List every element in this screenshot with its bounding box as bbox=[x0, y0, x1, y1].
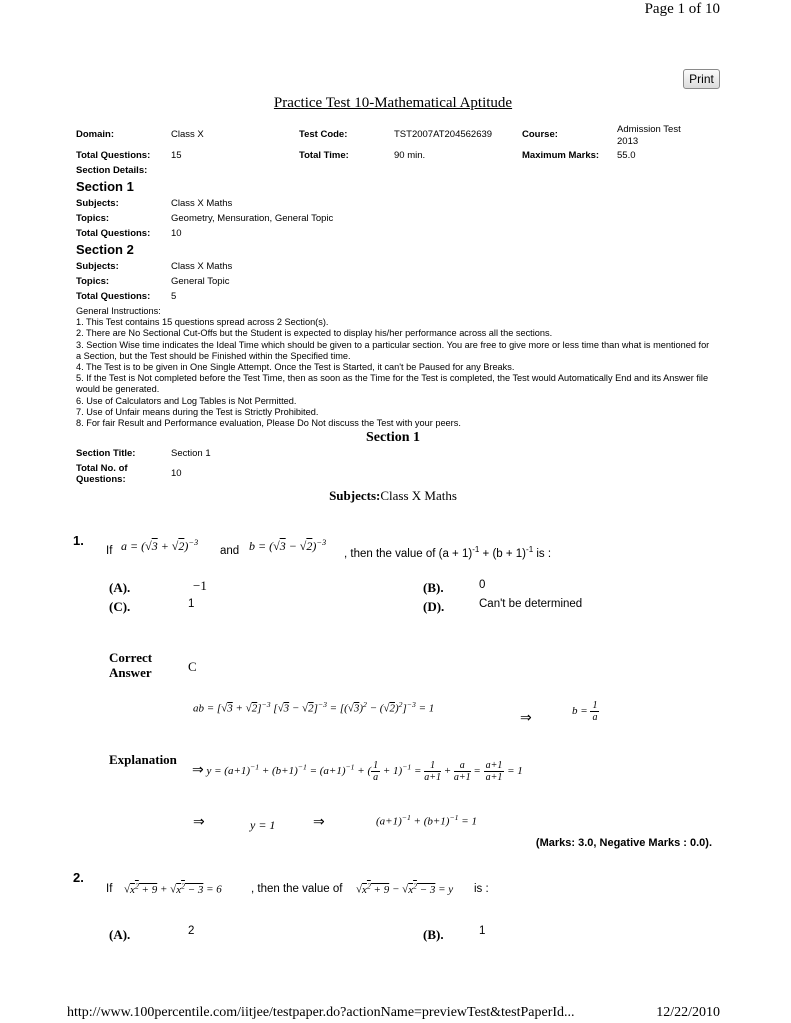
q1-option-b-value[interactable]: 0 bbox=[479, 579, 486, 591]
question-2-expression: $√x^2 + 9 - √x^2 - 3 = y$ bbox=[356, 881, 454, 896]
q1-option-c-value[interactable]: 1 bbox=[188, 598, 195, 610]
question-1-then-text: , then the value of $(a + 1)^{-1} + (b + 1)^{-1}$ is : bbox=[344, 545, 552, 560]
instruction-line: 5. If the Test is Not completed before the Test Time, then as soon as the Time for the Test is completed, the Test would Automatically End and its Answer file would be generated. bbox=[76, 373, 709, 395]
total-time-value: 90 min. bbox=[394, 150, 426, 161]
explanation-formula-y: ⇒ $y = (a+1)^{-1} + (b+1)^{-1} = (a+1)^{-1}$ + ( $\frac{1}{a}$ + 1)$^{-1}$ = $\frac{1}{a+1}$ + $\frac{a}{a+1}$ = $\frac{a+1}{a+1}$ = 1 bbox=[192, 760, 523, 783]
section-1-subjects-label: Subjects: bbox=[76, 198, 119, 209]
section-2-topics-label: Topics: bbox=[76, 276, 110, 287]
question-1-equation-a: $a = (√3 + √2)^{-3}$ bbox=[121, 538, 199, 553]
max-marks-label: Maximum Marks: bbox=[522, 150, 600, 161]
section-1-subjects-value: Class X Maths bbox=[171, 198, 233, 209]
question-1-number: 1. bbox=[73, 533, 84, 548]
test-code-value: TST2007AT204562639 bbox=[394, 129, 493, 140]
q1-option-c-label: (C). bbox=[109, 599, 131, 614]
total-questions-label: Total Questions: bbox=[76, 150, 151, 161]
section-1-total-questions-label: Total Questions: bbox=[76, 228, 151, 239]
domain-label: Domain: bbox=[76, 129, 114, 140]
section-2-total-questions-value: 5 bbox=[171, 291, 177, 302]
q2-option-a-value[interactable]: 2 bbox=[188, 925, 195, 937]
section-1-total-questions-value: 10 bbox=[171, 228, 182, 239]
section-1-topics-label: Topics: bbox=[76, 213, 110, 224]
total-time-label: Total Time: bbox=[299, 150, 349, 161]
instruction-line: 7. Use of Unfair means during the Test is Strictly Prohibited. bbox=[76, 406, 319, 417]
explanation-label: Explanation bbox=[109, 752, 177, 767]
section-title-value: Section 1 bbox=[171, 448, 211, 459]
q1-option-a-label: (A). bbox=[109, 580, 131, 595]
correct-answer-value: C bbox=[188, 659, 197, 674]
general-instructions bbox=[76, 306, 716, 429]
section-2-total-questions-label: Total Questions: bbox=[76, 291, 151, 302]
course-label: Course: bbox=[522, 129, 558, 140]
section-1-title-heading: Section 1 bbox=[365, 430, 421, 445]
course-value-line2: 2013 bbox=[617, 136, 639, 147]
implies-arrow: ⇒ bbox=[520, 711, 532, 726]
total-questions-value: 15 bbox=[171, 150, 182, 161]
explanation-y-equals: y = 1 bbox=[250, 818, 276, 832]
instruction-line: 3. Section Wise time indicates the Ideal Time which should be given to a particular section. You are free to give more or less time than what is mentioned for a Section, but the Test should be Finished within the Specified time. bbox=[76, 339, 710, 361]
instruction-line: 6. Use of Calculators and Log Tables is Not Permitted. bbox=[76, 395, 297, 406]
footer-url[interactable]: http://www.100percentile.com/iitjee/testpaper.do?actionName=previewTest&testPaperId... bbox=[67, 1005, 575, 1020]
section-details-label: Section Details: bbox=[76, 165, 148, 176]
course-value-line1: Admission Test bbox=[617, 124, 681, 135]
max-marks-value: 55.0 bbox=[617, 150, 636, 161]
section-2-subjects-value: Class X Maths bbox=[171, 261, 233, 272]
domain-value: Class X bbox=[171, 129, 204, 140]
q1-option-a-value[interactable]: −1 bbox=[193, 578, 207, 593]
q1-marks: (Marks: 3.0, Negative Marks : 0.0). bbox=[535, 837, 712, 849]
question-2-equation: $√x^2 + 9 + √x^2 - 3 = 6$ bbox=[124, 881, 222, 896]
implies-arrow: ⇒ bbox=[313, 815, 325, 830]
subjects-heading: Subjects:Class X Maths bbox=[329, 488, 457, 503]
section-title-label: Section Title: bbox=[76, 448, 136, 459]
print-button[interactable]: Print bbox=[683, 69, 720, 89]
page-number: Page 1 of 10 bbox=[644, 1, 720, 17]
instruction-line: 1. This Test contains 15 questions spread across 2 Section(s). bbox=[76, 317, 329, 328]
instruction-line: 8. For fair Result and Performance evaluation, Please Do Not discuss the Test with your peers. bbox=[76, 418, 461, 429]
explanation-formula-final: $(a+1)^{-1} + (b+1)^{-1} = 1$ bbox=[376, 813, 477, 828]
instruction-line: General Instructions: bbox=[76, 306, 161, 316]
question-2-is: is : bbox=[474, 883, 489, 895]
section-1-heading: Section 1 bbox=[76, 179, 134, 194]
q1-option-d-value[interactable]: Can't be determined bbox=[479, 598, 583, 610]
implies-arrow: ⇒ bbox=[193, 815, 205, 830]
question-2-number: 2. bbox=[73, 870, 84, 885]
section-1-topics-value: Geometry, Mensuration, General Topic bbox=[171, 213, 334, 224]
footer-date: 12/22/2010 bbox=[656, 1005, 720, 1020]
section-2-subjects-label: Subjects: bbox=[76, 261, 119, 272]
num-questions-label: Total No. of Questions: bbox=[76, 463, 128, 485]
question-1-equation-b: $b = (√3 - √2)^{-3}$ bbox=[249, 538, 327, 553]
test-title: Practice Test 10-Mathematical Aptitude bbox=[273, 95, 513, 111]
instruction-line: 2. There are No Sectional Cut-Offs but the Student is expected to display his/her performance across all the sections. bbox=[76, 328, 553, 339]
explanation-formula-ab: ab = $[√3 + √2]^{-3}$ $[√3 - √2]^{-3} = [(√3)^2 - (√2)^2]^{-3} = 1$ bbox=[193, 700, 435, 715]
q1-option-d-label: (D). bbox=[423, 599, 445, 614]
num-questions-value: 10 bbox=[171, 468, 182, 479]
section-2-topics-value: General Topic bbox=[171, 276, 230, 287]
q2-option-b-label: (B). bbox=[423, 927, 444, 942]
instruction-line: 4. The Test is to be given in One Single Attempt. Once the Test is Started, it can't be Paused for any Breaks. bbox=[76, 362, 515, 373]
question-1-and: and bbox=[220, 545, 240, 557]
question-2-then-text: , then the value of bbox=[251, 883, 343, 895]
q2-option-a-label: (A). bbox=[109, 927, 131, 942]
q1-option-b-label: (B). bbox=[423, 580, 444, 595]
question-2-if: If bbox=[106, 883, 113, 895]
section-2-heading: Section 2 bbox=[76, 242, 134, 257]
explanation-formula-b: b = $\frac{1}{a}$ bbox=[572, 700, 598, 723]
question-1-if: If bbox=[106, 545, 113, 557]
correct-answer-label: Correct Answer bbox=[109, 650, 153, 680]
q2-option-b-value[interactable]: 1 bbox=[479, 925, 486, 937]
test-code-label: Test Code: bbox=[299, 129, 348, 140]
